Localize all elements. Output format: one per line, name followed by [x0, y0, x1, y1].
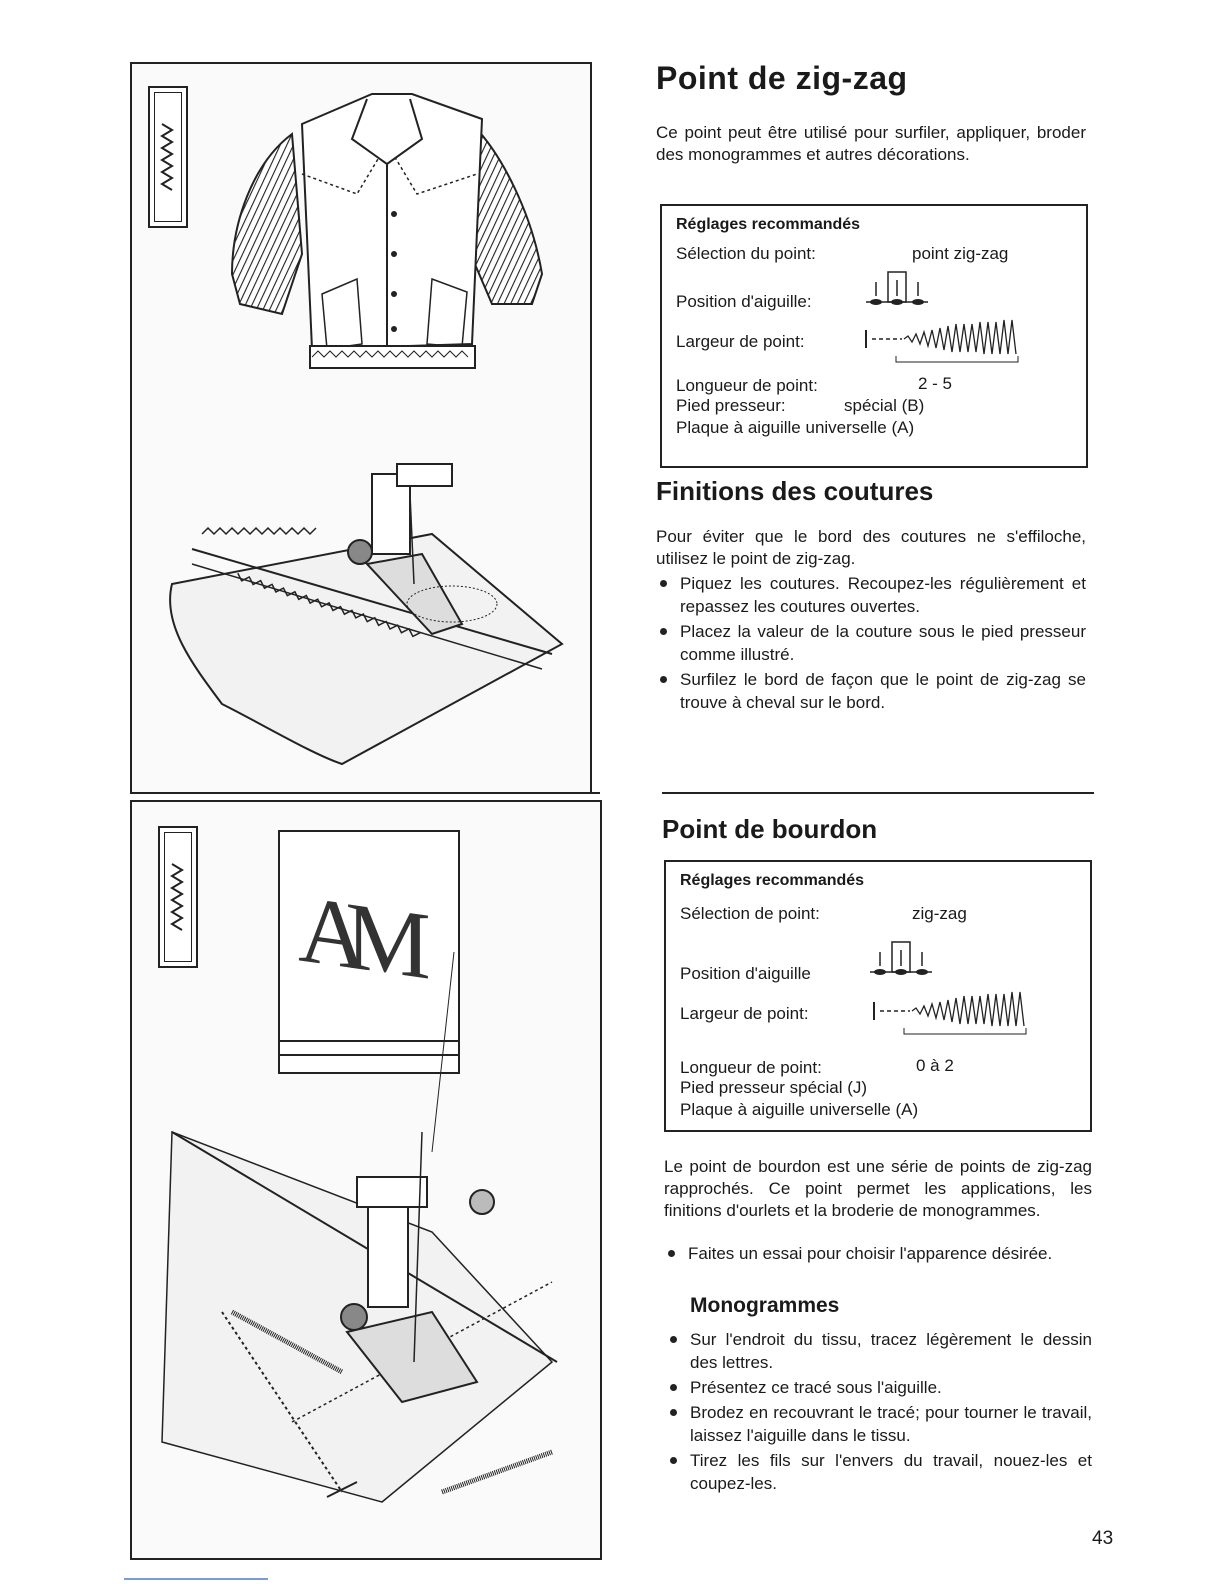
zigzag-settings-box — [660, 204, 1088, 468]
illustration-panel-satin — [130, 800, 602, 1560]
satin-setting-value: zig-zag — [912, 904, 967, 923]
finishes-title: Finitions des coutures — [656, 476, 934, 506]
zigzag-setting-value: spécial (B) — [844, 396, 925, 415]
monogram-title: Monogrammes — [690, 1294, 840, 1317]
list-item: Présentez ce tracé sous l'aiguille. — [666, 1376, 1092, 1399]
footer-underline — [124, 1578, 268, 1580]
satin-stitch-illustration — [132, 802, 600, 1558]
list-item: Piquez les coutures. Recoupez-les régulièrement et repassez les coutures ouvertes. — [656, 572, 1086, 618]
finishes-intro: Pour éviter que le bord des coutures ne s'effiloche, utilisez le point de zig-zag. — [656, 527, 1086, 568]
satin-intro: Le point de bourdon est une série de points de zig-zag rapprochés. Ce point permet les applications, les finitions d'ourlets et la broderie de monogrammes. — [664, 1157, 1092, 1220]
satin-setting-label: Pied presseur spécial (J) — [680, 1078, 868, 1097]
list-item: Placez la valeur de la couture sous le pied presseur comme illustré. — [656, 620, 1086, 666]
satin-setting-value: 0 à 2 — [916, 1056, 954, 1075]
needle-position-icon — [866, 940, 936, 982]
zigzag-settings-title: Réglages recommandés — [676, 216, 861, 233]
jacket-illustration — [132, 64, 590, 792]
satin-title: Point de bourdon — [662, 814, 878, 844]
zigzag-setting-value: point zig-zag — [912, 244, 1009, 263]
zigzag-setting-value: 2 - 5 — [918, 374, 953, 393]
list-item: Tirez les fils sur l'envers du travail, nouez-les et coupez-les. — [666, 1449, 1092, 1495]
illustration-panel-zigzag — [130, 62, 592, 794]
satin-list — [664, 1242, 1092, 1267]
satin-setting-label: Plaque à aiguille universelle (A) — [680, 1100, 919, 1119]
zigzag-setting-label: Pied presseur: — [676, 396, 786, 415]
monogram-letters: AM — [298, 874, 409, 997]
list-item: Faites un essai pour choisir l'apparence désirée. — [664, 1242, 1092, 1265]
satin-setting-label: Position d'aiguille — [680, 964, 811, 983]
section-divider — [662, 792, 1094, 794]
satin-settings-box — [664, 860, 1092, 1132]
zigzag-title: Point de zig-zag — [656, 60, 908, 96]
page-number: 43 — [1092, 1528, 1114, 1549]
satin-setting-label: Largeur de point: — [680, 1004, 809, 1023]
monogram-list — [666, 1328, 1092, 1497]
satin-setting-label: Sélection de point: — [680, 904, 820, 923]
zigzag-intro: Ce point peut être utilisé pour surfiler, appliquer, broder des monogrammes et autres décorations. — [656, 123, 1086, 164]
satin-setting-label: Longueur de point: — [680, 1058, 822, 1077]
zigzag-setting-label: Longueur de point: — [676, 376, 818, 395]
list-item: Brodez en recouvrant le tracé; pour tourner le travail, laissez l'aiguille dans le tissu. — [666, 1401, 1092, 1447]
stitch-width-icon — [870, 986, 1040, 1036]
zigzag-setting-label: Position d'aiguille: — [676, 292, 812, 311]
list-item: Sur l'endroit du tissu, tracez légèrement le dessin des lettres. — [666, 1328, 1092, 1374]
list-item: Surfilez le bord de façon que le point de zig-zag se trouve à cheval sur le bord. — [656, 668, 1086, 714]
stitch-width-icon — [862, 314, 1032, 364]
zigzag-setting-label: Plaque à aiguille universelle (A) — [676, 418, 915, 437]
panel-divider — [130, 792, 600, 794]
zigzag-setting-label: Largeur de point: — [676, 332, 805, 351]
finishes-list — [656, 572, 1086, 716]
needle-position-icon — [862, 270, 932, 312]
zigzag-setting-label: Sélection du point: — [676, 244, 816, 263]
satin-settings-title: Réglages recommandés — [680, 872, 865, 889]
